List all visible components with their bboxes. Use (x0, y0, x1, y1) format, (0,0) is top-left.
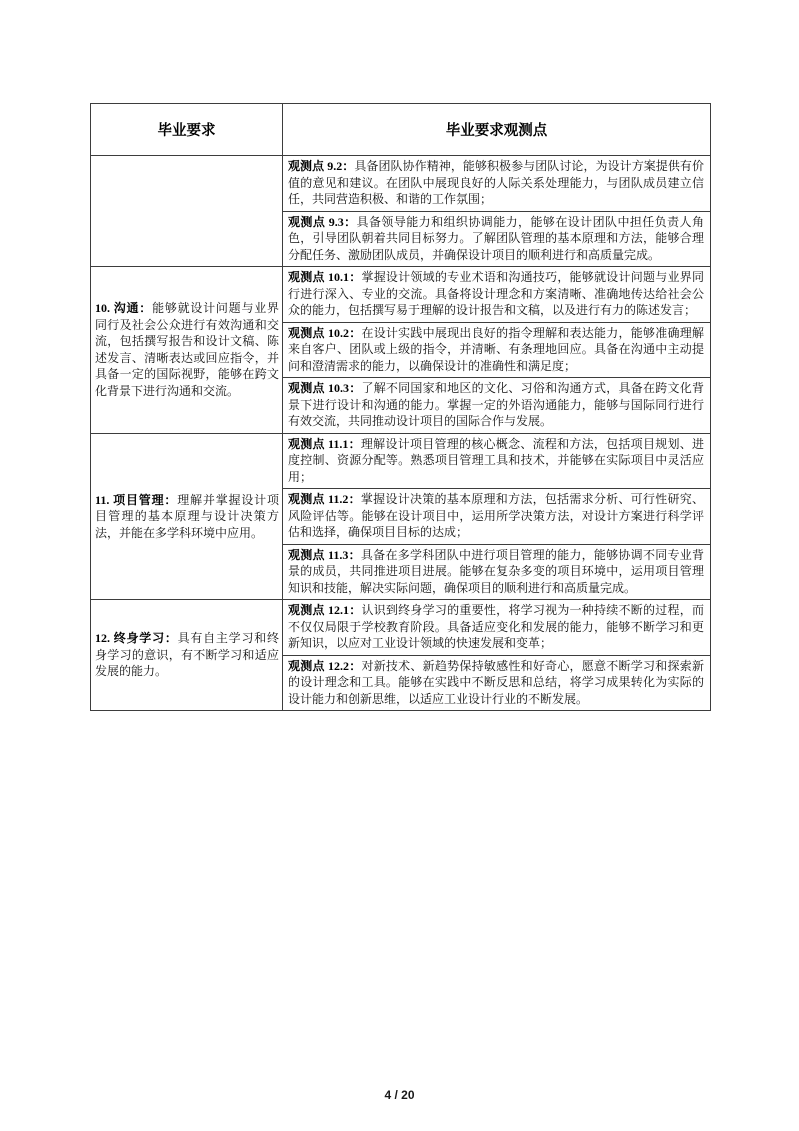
page-number: 4 / 20 (384, 1088, 415, 1102)
observation-label: 观测点 11.1： (288, 436, 361, 451)
observation-cell-9-3 (283, 211, 711, 267)
observation-label: 观测点 10.2： (288, 325, 362, 340)
requirement-text: 具有自主学习和终身学习的意识，有不断学习和适应发展的能力。 (95, 631, 279, 679)
observation-text: 认识到终身学习的重要性，将学习视为一种持续不断的过程，而不仅仅局限于学校教育阶段。具备适应变化和发展的能力，能够不断学习和更新知识，以应对工业设计领域的快速发展和变革； (288, 603, 704, 650)
observation-cell-10-1 (283, 267, 711, 323)
table-row (91, 267, 711, 323)
requirement-text: 理解并掌握设计项目管理的基本原理与设计决策方法，并能在多学科环境中应用。 (95, 492, 279, 540)
observation-text: 了解不同国家和地区的文化、习俗和沟通方式，具备在跨文化背景下进行设计和沟通的能力。掌握一定的外语沟通能力，能够与国际同行进行有效交流，共同推动设计项目的国际合作与发展。 (288, 381, 704, 428)
observation-text: 掌握设计领域的专业术语和沟通技巧，能够就设计问题与业界同行进行深入、专业的交流。具备将设计理念和方案清晰、准确地传达给社会公众的能力，包括撰写易于理解的设计报告和文稿，以及进行有力的陈述发言； (288, 270, 704, 317)
observation-text: 具备在多学科团队中进行项目管理的能力，能够协调不同专业背景的成员，共同推进项目进展。能够在复杂多变的项目环境中，运用项目管理知识和技能，解决实际问题，确保项目的顺利进行和高质量完成。 (288, 547, 704, 595)
table-header-row (91, 104, 711, 156)
table-row (91, 600, 711, 656)
observation-cell-11-3 (283, 544, 711, 600)
observation-cell-11-2 (283, 489, 711, 545)
observation-cell-11-1 (283, 433, 711, 489)
requirement-cell-12 (91, 600, 283, 711)
requirement-cell-9 (91, 156, 283, 267)
observation-label: 观测点 9.3： (288, 214, 357, 229)
col-header-requirement: 毕业要求 (91, 104, 283, 156)
observation-label: 观测点 11.2： (288, 492, 361, 506)
table-row (91, 433, 711, 489)
requirement-text: 能够就设计问题与业界同行及社会公众进行有效沟通和交流，包括撰写报告和设计文稿、陈述发言、清晰表达或回应指令，并具备一定的国际视野，能够在跨文化背景下进行沟通和交流。 (95, 301, 279, 398)
requirement-cell-10 (91, 267, 283, 434)
requirement-label: 10. 沟通： (95, 301, 153, 316)
observation-cell-9-2 (283, 156, 711, 212)
observation-label: 观测点 10.1： (288, 270, 362, 284)
observation-cell-12-1 (283, 600, 711, 656)
table-row (91, 156, 711, 212)
observation-label: 观测点 10.3： (288, 381, 362, 395)
observation-label: 观测点 9.2： (288, 159, 355, 173)
graduation-requirements-table (90, 103, 711, 711)
observation-cell-10-2 (283, 322, 711, 378)
requirement-cell-11 (91, 433, 283, 600)
observation-cell-10-3 (283, 378, 711, 434)
requirement-label: 11. 项目管理： (95, 492, 178, 507)
observation-label: 观测点 12.2： (288, 658, 362, 673)
observation-label: 观测点 11.3： (288, 547, 361, 562)
observation-text: 对新技术、新趋势保持敏感性和好奇心，愿意不断学习和探索新的设计理念和工具。能够在实践中不断反思和总结，将学习成果转化为实际的设计能力和创新思维，以适应工业设计行业的不断发展。 (288, 658, 704, 706)
requirement-label: 12. 终身学习： (95, 631, 178, 646)
observation-text: 掌握设计决策的基本原理和方法，包括需求分析、可行性研究、风险评估等。能够在设计项目中，运用所学决策方法，对设计方案进行科学评估和选择，确保项目目标的达成； (288, 492, 704, 539)
observation-text: 在设计实践中展现出良好的指令理解和表达能力，能够准确理解来自客户、团队或上级的指令，并清晰、有条理地回应。具备在沟通中主动提问和澄清需求的能力，以确保设计的准确性和满足度； (288, 325, 704, 373)
observation-cell-12-2 (283, 655, 711, 711)
observation-text: 具备领导能力和组织协调能力，能够在设计团队中担任负责人角色，引导团队朝着共同目标努力。了解团队管理的基本原理和方法，能够合理分配任务、激励团队成员，并确保设计项目的顺利进行和高质量完成。 (288, 214, 704, 262)
observation-text: 理解设计项目管理的核心概念、流程和方法，包括项目规划、进度控制、资源分配等。熟悉项目管理工具和技术，并能够在实际项目中灵活应用； (288, 436, 704, 484)
col-header-observations: 毕业要求观测点 (283, 104, 711, 156)
observation-text: 具备团队协作精神，能够积极参与团队讨论，为设计方案提供有价值的意见和建议。在团队中展现良好的人际关系处理能力，与团队成员建立信任，共同营造积极、和谐的工作氛围； (288, 159, 704, 206)
observation-label: 观测点 12.1： (288, 603, 362, 617)
